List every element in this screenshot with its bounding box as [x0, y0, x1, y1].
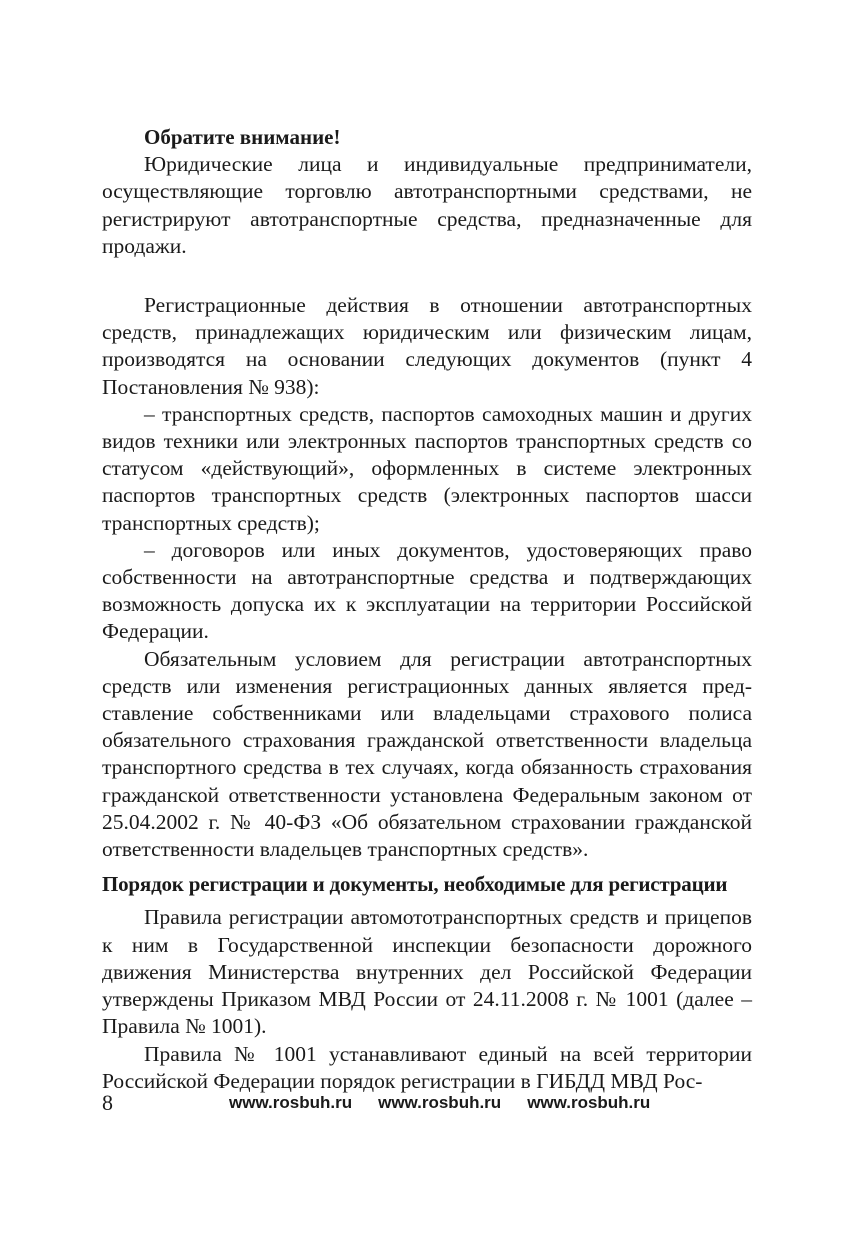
paragraph-rules-approval: Правила регистрации автомототранспортных средств и прицепов к ним в Государственной инспекции безопасности дорожного движения Министерства внутренних дел Российской Федерации утверждены Приказом МВД России от 24.11.2008 г. № 1001 (далее – Правила № 1001). — [102, 905, 752, 1039]
paragraph-list-item-passports: – транспортных средств, паспортов самоходных машин и других видов техники или электронных паспортов транспортных средств со статусом «действующий», оформленных в системе электронных паспортов транспортных средств (электронных паспортов шасси транспортных средств); — [102, 401, 752, 535]
notice-text: Юридические лица и индивидуальные предприниматели, осуществляющие торговлю автотранспортными средствами, не регистрируют автотранспортные средства, предназначенные для продажи. — [102, 152, 752, 258]
notice-title: Обратите внимание! — [144, 125, 341, 149]
paragraph-insurance-condition: Обязательным условием для регистрации автотранспортных средств или изменения регистрационных данных является представление собственниками или владельцами страхового полиса обязательного страхования гражданской ответственности владельца транспортного средства в тех случаях, когда обязанность страхования гражданской ответственности установлена Федеральным законом от 25.04.2002 г. № 40-ФЗ «Об обязательном страховании гражданской ответственности владельцев транспортных средств». — [102, 646, 752, 862]
paragraph-list-item-contracts: – договоров или иных документов, удостоверяющих право собственности на автотранспортные средства и подтверждающих возможность допуска их к эксплуатации на территории Российской Федерации. — [102, 537, 752, 644]
page-body — [102, 124, 752, 1095]
page-number: 8 — [102, 1090, 113, 1115]
footer-link[interactable]: www.rosbuh.ru — [527, 1093, 651, 1112]
page-footer — [102, 1090, 752, 1120]
footer-links — [229, 1093, 676, 1113]
footer-link[interactable]: www.rosbuh.ru — [229, 1093, 353, 1112]
paragraph-gap — [102, 260, 752, 292]
paragraph-rules-scope: Правила № 1001 устанавливают единый на всей территории Российской Федерации порядок регистрации в ГИБДД МВД Рос- — [102, 1041, 752, 1093]
paragraph-documents-intro: Регистрационные действия в отношении автотранспортных средств, принадлежащих юридическим или физическим лицам, производятся на основании следующих документов (пункт 4 Постановления № 938): — [102, 293, 752, 399]
footer-link[interactable]: www.rosbuh.ru — [378, 1093, 502, 1112]
section-heading: Порядок регистрации и документы, необходимые для регистрации — [102, 872, 728, 897]
